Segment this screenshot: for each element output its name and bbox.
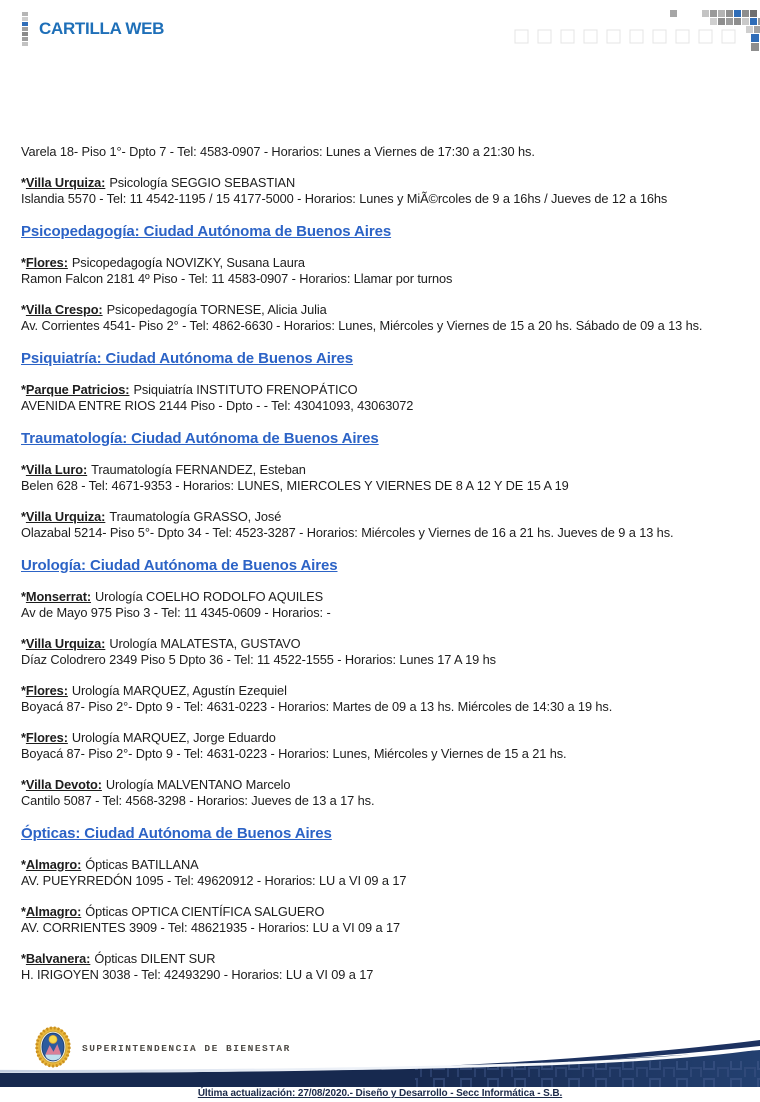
provider-name: Urología MARQUEZ, Jorge Eduardo — [71, 729, 276, 745]
provider-entry — [21, 777, 742, 810]
neighborhood-label: Flores: — [25, 254, 68, 270]
provider-entry — [21, 730, 742, 763]
entry-star: * — [21, 856, 26, 872]
page-header — [0, 0, 760, 60]
section-heading-psicopedagogia[interactable]: Psicopedagogía: Ciudad Autónoma de Buenos Aires — [21, 222, 392, 240]
neighborhood-label: Flores: — [25, 682, 68, 698]
provider-entry — [21, 175, 742, 208]
footer-swoosh-decoration — [0, 1037, 760, 1087]
provider-entry — [21, 382, 742, 415]
provider-name: Ópticas BATILLANA — [85, 856, 199, 872]
pixel-stack-icon — [22, 12, 28, 46]
entry-detail: Islandia 5570 - Tel: 11 4542-1195 / 15 4177-5000 - Horarios: Lunes y MiÃ©rcoles de 9 a 16hs / Jueves de 12 a 16hs — [21, 191, 668, 206]
provider-entry — [21, 509, 742, 542]
provider-name: Ópticas OPTICA CIENTÍFICA SALGUERO — [85, 903, 325, 919]
page-footer — [0, 1026, 760, 1102]
provider-entry — [21, 255, 742, 288]
entry-detail: Boyacá 87- Piso 2°- Dpto 9 - Tel: 4631-0223 - Horarios: Martes de 09 a 13 hs. Miércoles de 14:30 a 19 hs. — [21, 699, 613, 714]
neighborhood-label: Flores: — [25, 729, 68, 745]
provider-name: Traumatología FERNANDEZ, Esteban — [91, 461, 306, 477]
provider-name: Traumatología GRASSO, José — [109, 508, 282, 524]
entry-detail: Olazabal 5214- Piso 5°- Dpto 34 - Tel: 4523-3287 - Horarios: Miércoles y Viernes de 16 a 21 hs. Jueves de 9 a 13 hs. — [21, 525, 674, 540]
entry-detail: Díaz Colodrero 2349 Piso 5 Dpto 36 - Tel: 11 4522-1555 - Horarios: Lunes 17 A 19 hs — [21, 652, 496, 667]
neighborhood-label: Villa Urquiza: — [25, 508, 106, 524]
entry-star: * — [21, 508, 26, 524]
brand-title: CARTILLA WEB — [39, 19, 165, 38]
entry-star: * — [21, 588, 26, 604]
neighborhood-label: Balvanera: — [25, 950, 91, 966]
section-heading-urologia[interactable]: Urología: Ciudad Autónoma de Buenos Aires — [21, 556, 338, 574]
provider-entry — [21, 302, 742, 335]
provider-name: Psiquiatría INSTITUTO FRENOPÁTICO — [133, 381, 358, 397]
last-update-line: Última actualización: 27/08/2020.- Diseño y Desarrollo - Secc Informática - S.B. — [0, 1087, 760, 1102]
provider-entry — [21, 904, 742, 937]
section-heading-traumatologia[interactable]: Traumatología: Ciudad Autónoma de Buenos Aires — [21, 429, 379, 447]
section-heading-opticas[interactable]: Ópticas: Ciudad Autónoma de Buenos Aires — [21, 824, 332, 842]
neighborhood-label: Almagro: — [25, 903, 82, 919]
provider-entry — [21, 636, 742, 669]
pixel-mosaic-decoration — [510, 0, 760, 52]
entry-detail: Av de Mayo 975 Piso 3 - Tel: 11 4345-0609 - Horarios: - — [21, 605, 331, 620]
entry-detail: Varela 18- Piso 1°- Dpto 7 - Tel: 4583-0907 - Horarios: Lunes a Viernes de 17:30 a 21:30 hs. — [21, 144, 535, 159]
neighborhood-label: Parque Patricios: — [25, 381, 130, 397]
neighborhood-label: Villa Crespo: — [25, 301, 103, 317]
neighborhood-label: Villa Urquiza: — [25, 174, 106, 190]
entry-detail: Belen 628 - Tel: 4671-9353 - Horarios: LUNES, MIERCOLES Y VIERNES DE 8 A 12 Y DE 15 A 19 — [21, 478, 569, 493]
provider-name: Ópticas DILENT SUR — [94, 950, 216, 966]
entry-star: * — [21, 950, 26, 966]
entry-detail: H. IRIGOYEN 3038 - Tel: 42493290 - Horarios: LU a VI 09 a 17 — [21, 967, 374, 982]
entry-star: * — [21, 461, 26, 477]
provider-entry — [21, 857, 742, 890]
entry-star: * — [21, 174, 26, 190]
entry-detail: Cantilo 5087 - Tel: 4568-3298 - Horarios: Jueves de 13 a 17 hs. — [21, 793, 375, 808]
entry-star: * — [21, 776, 26, 792]
neighborhood-label: Villa Luro: — [25, 461, 88, 477]
entry-star: * — [21, 381, 26, 397]
entry-star: * — [21, 301, 26, 317]
entry-detail: AV. PUEYRREDÓN 1095 - Tel: 49620912 - Horarios: LU a VI 09 a 17 — [21, 873, 407, 888]
entry-star: * — [21, 635, 26, 651]
neighborhood-label: Villa Urquiza: — [25, 635, 106, 651]
neighborhood-label: Monserrat: — [25, 588, 92, 604]
entry-detail: Ramon Falcon 2181 4º Piso - Tel: 11 4583-0907 - Horarios: Llamar por turnos — [21, 271, 453, 286]
neighborhood-label: Almagro: — [25, 856, 82, 872]
provider-entry — [21, 589, 742, 622]
entry-star: * — [21, 729, 26, 745]
entry-star: * — [21, 254, 26, 270]
provider-entry — [21, 462, 742, 495]
provider-name: Urología MALVENTANO Marcelo — [105, 776, 291, 792]
provider-name: Psicopedagogía TORNESE, Alicia Julia — [106, 301, 327, 317]
organization-name: SUPERINTENDENCIA DE BIENESTAR — [82, 1042, 291, 1054]
neighborhood-label: Villa Devoto: — [25, 776, 102, 792]
section-heading-psiquiatria[interactable]: Psiquiatría: Ciudad Autónoma de Buenos Aires — [21, 349, 354, 367]
provider-entry — [21, 951, 742, 984]
entry-detail: AVENIDA ENTRE RIOS 2144 Piso - Dpto - - Tel: 43041093, 43063072 — [21, 398, 414, 413]
entry-detail: Av. Corrientes 4541- Piso 2° - Tel: 4862-6630 - Horarios: Lunes, Miércoles y Viernes de 15 a 20 hs. Sábado de 09 a 13 hs. — [21, 318, 703, 333]
provider-name: Urología COELHO RODOLFO AQUILES — [95, 588, 324, 604]
provider-name: Urología MALATESTA, GUSTAVO — [109, 635, 301, 651]
entry-star: * — [21, 682, 26, 698]
entry-star: * — [21, 903, 26, 919]
provider-directory — [0, 60, 760, 984]
provider-name: Psicopedagogía NOVIZKY, Susana Laura — [71, 254, 305, 270]
provider-name: Psicología SEGGIO SEBASTIAN — [109, 174, 296, 190]
entry-detail: Boyacá 87- Piso 2°- Dpto 9 - Tel: 4631-0223 - Horarios: Lunes, Miércoles y Viernes de 15 a 21 hs. — [21, 746, 567, 761]
provider-name: Urología MARQUEZ, Agustín Ezequiel — [71, 682, 287, 698]
brand — [22, 11, 164, 46]
provider-entry — [21, 683, 742, 716]
entry-detail: AV. CORRIENTES 3909 - Tel: 48621935 - Horarios: LU a VI 09 a 17 — [21, 920, 400, 935]
